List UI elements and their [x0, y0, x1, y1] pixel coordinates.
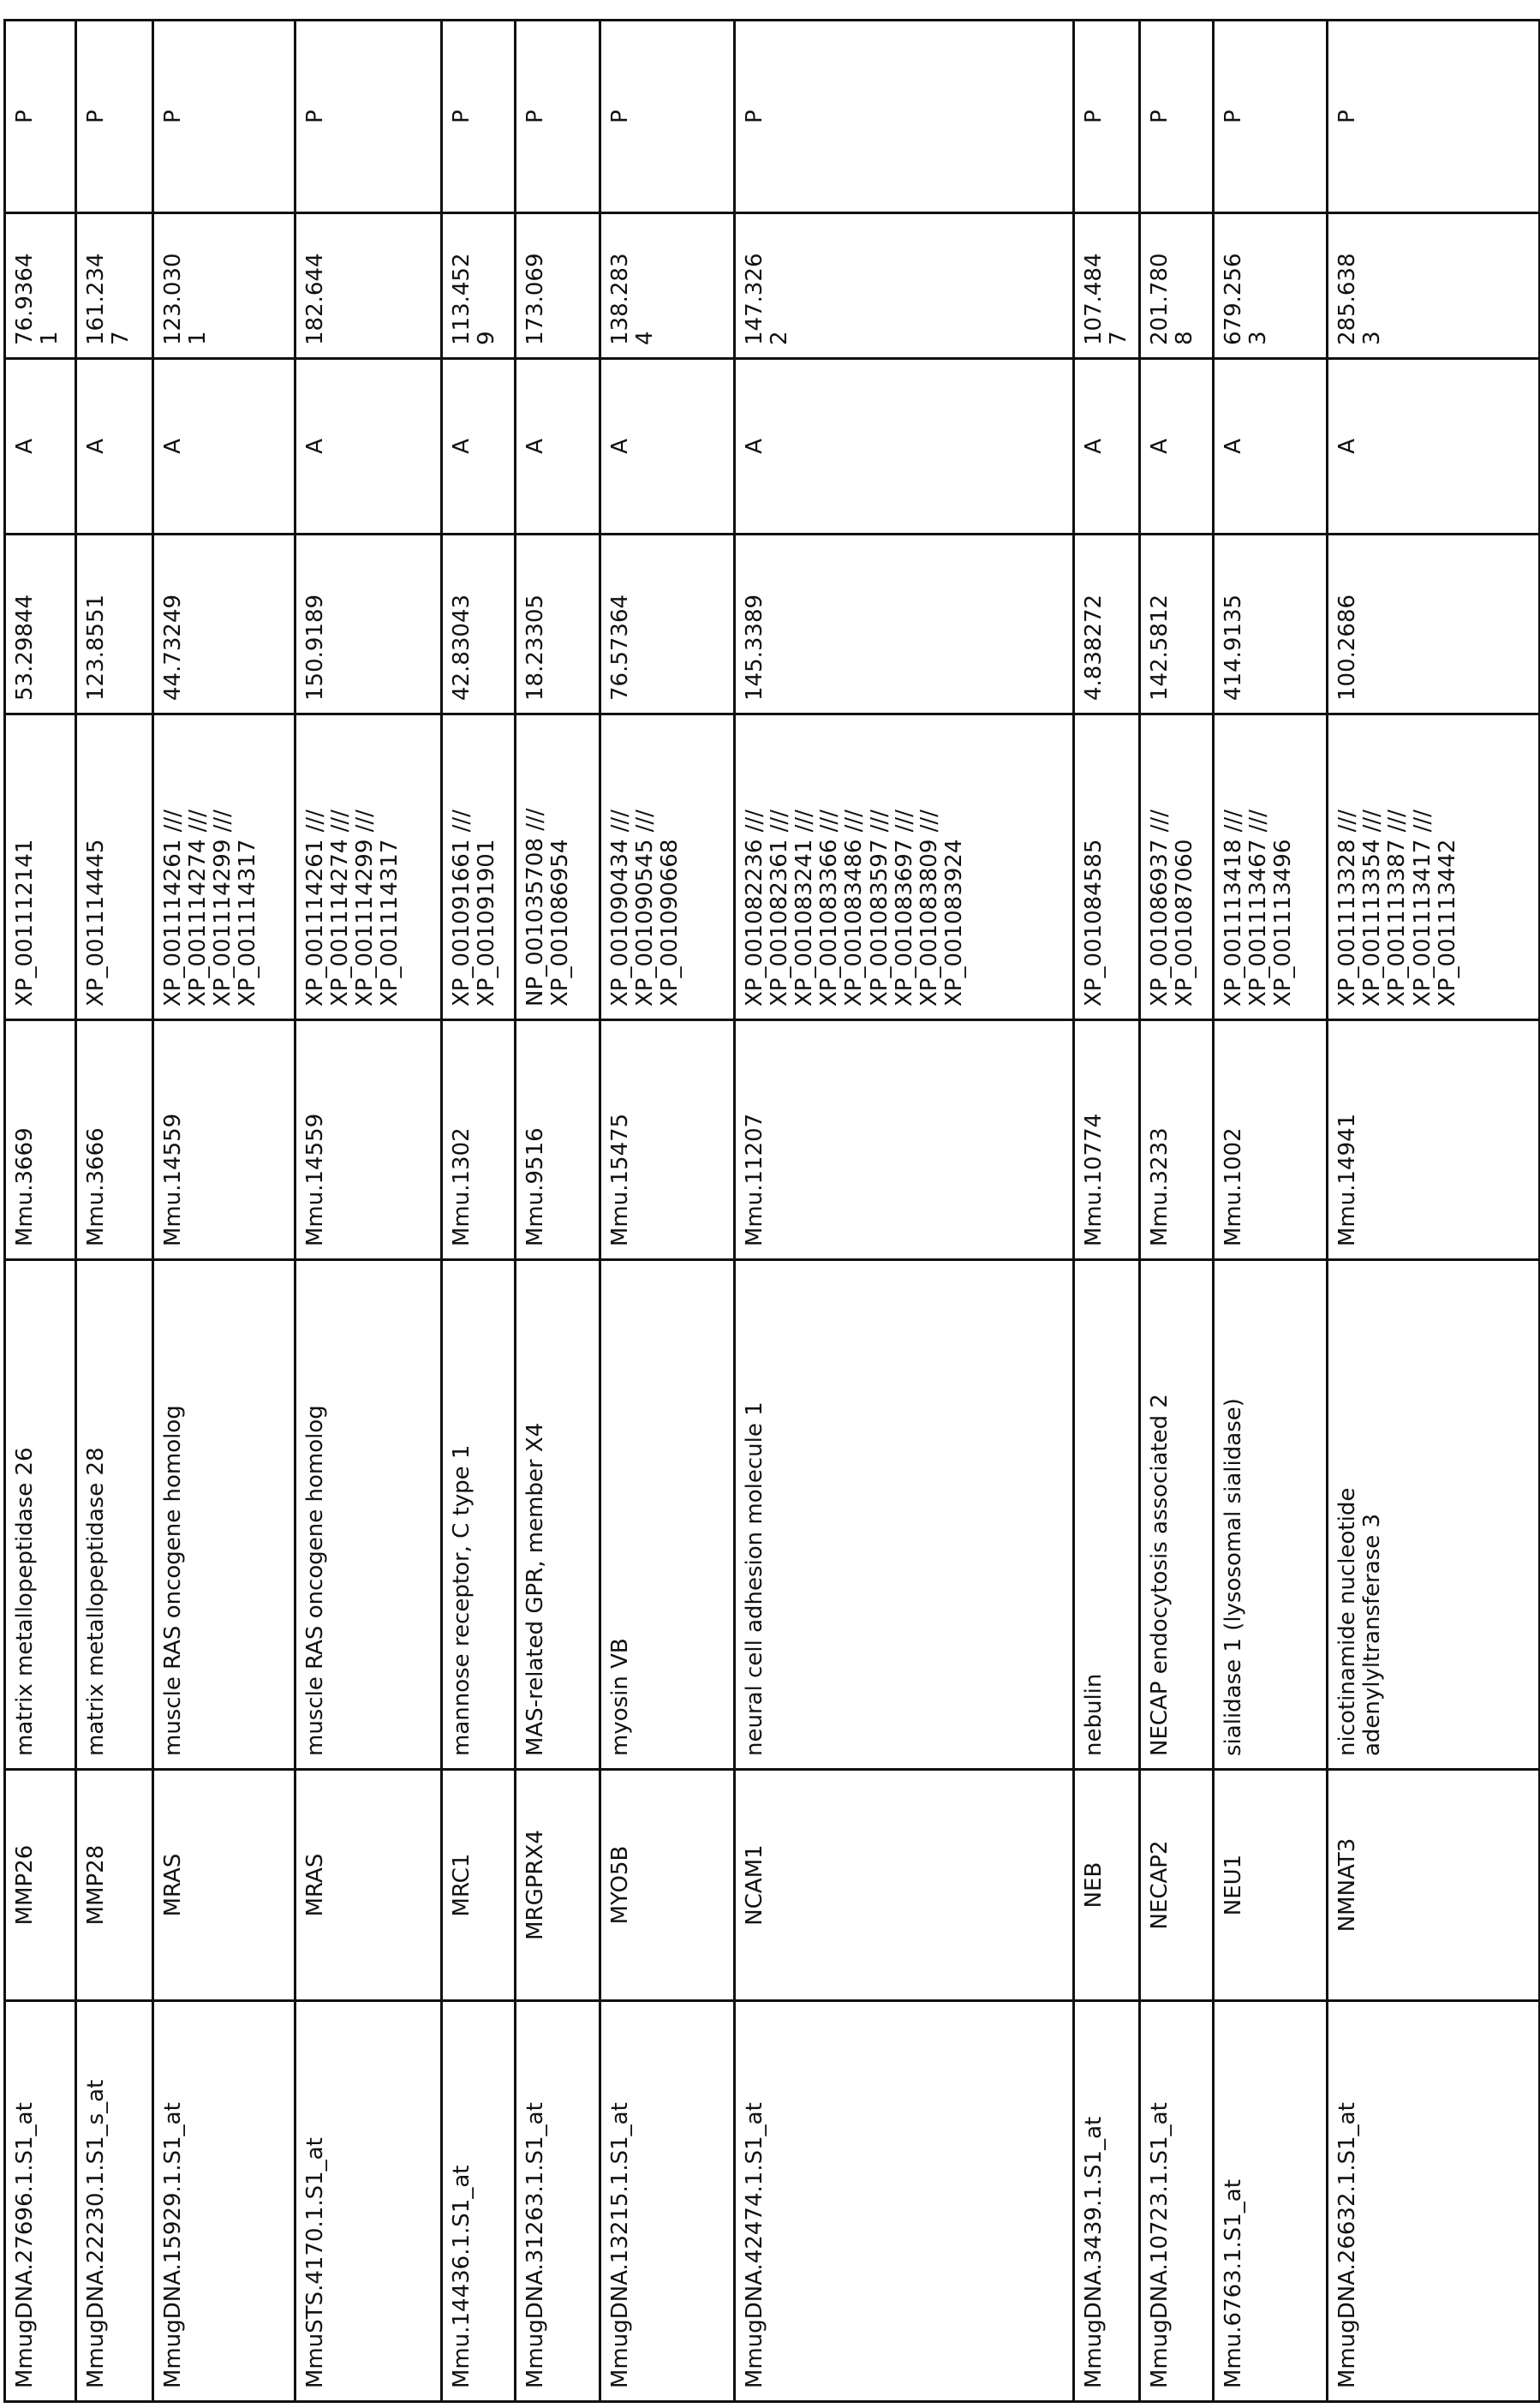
- refseq-cell: [76, 714, 153, 1020]
- gene-symbol-cell: NMNAT3: [1328, 1770, 1540, 2001]
- refseq-id: XP_001113354 ///: [1360, 727, 1385, 1007]
- gene-name-cell: matrix metallopeptidase 28: [76, 1260, 153, 1770]
- value1-cell: 123.8551: [76, 535, 153, 714]
- value1-cell: 150.9189: [295, 535, 442, 714]
- refseq-id: XP_001114445: [84, 727, 109, 1007]
- refseq-id: XP_001114274 ///: [186, 727, 211, 1007]
- gene-name-cell: sialidase 1 (lysosomal sialidase): [1214, 1260, 1328, 1770]
- refseq-cell: [442, 714, 516, 1020]
- value2-cell: 107.4847: [1074, 213, 1140, 359]
- call1-cell: A: [600, 359, 735, 535]
- gene-name-cell: mannose receptor, C type 1: [442, 1260, 516, 1770]
- table-row: [516, 21, 600, 2402]
- call2-cell: P: [735, 21, 1074, 213]
- call2-cell: P: [1214, 21, 1328, 213]
- refseq-id: XP_001083486 ///: [842, 727, 867, 1007]
- refseq-cell: [1328, 714, 1540, 1020]
- probe-id-cell: MmugDNA.26632.1.S1_at: [1328, 2001, 1540, 2402]
- refseq-id: XP_001114299 ///: [211, 727, 236, 1007]
- refseq-id: XP_001114261 ///: [161, 727, 186, 1007]
- gene-symbol-cell: NEU1: [1214, 1770, 1328, 2001]
- gene-symbol-cell: NECAP2: [1140, 1770, 1214, 2001]
- table-row: [600, 21, 735, 2402]
- table-row: [1214, 21, 1328, 2402]
- refseq-cell: [735, 714, 1074, 1020]
- gene-symbol-cell: MRC1: [442, 1770, 516, 2001]
- call1-cell: A: [295, 359, 442, 535]
- refseq-cell: [5, 714, 76, 1020]
- unigene-cell: Mmu.14559: [295, 1020, 442, 1260]
- table-row: [1328, 21, 1540, 2402]
- gene-name-cell: NECAP endocytosis associated 2: [1140, 1260, 1214, 1770]
- refseq-id: XP_001090668: [658, 727, 683, 1007]
- value2-cell: 201.7808: [1140, 213, 1214, 359]
- call2-cell: P: [600, 21, 735, 213]
- gene-name-cell: MAS-related GPR, member X4: [516, 1260, 600, 1770]
- refseq-id: NP_001035708 ///: [523, 727, 548, 1007]
- table-row: [153, 21, 295, 2402]
- refseq-id: XP_001113418 ///: [1221, 727, 1246, 1007]
- unigene-cell: Mmu.3666: [76, 1020, 153, 1260]
- value1-cell: 53.29844: [5, 535, 76, 714]
- refseq-cell: [600, 714, 735, 1020]
- call2-cell: P: [153, 21, 295, 213]
- probe-id-cell: Mmu.14436.1.S1_at: [442, 2001, 516, 2402]
- refseq-id: XP_001091901: [475, 727, 499, 1007]
- call2-cell: P: [442, 21, 516, 213]
- refseq-id: XP_001083366 ///: [817, 727, 842, 1007]
- call2-cell: P: [5, 21, 76, 213]
- refseq-id: XP_001114299 ///: [353, 727, 378, 1007]
- table-row: [1074, 21, 1140, 2402]
- probe-id-cell: MmugDNA.10723.1.S1_at: [1140, 2001, 1214, 2402]
- refseq-cell: [1140, 714, 1214, 1020]
- refseq-id: XP_001113328 ///: [1335, 727, 1360, 1007]
- value2-cell: 123.0301: [153, 213, 295, 359]
- gene-symbol-cell: MRAS: [295, 1770, 442, 2001]
- refseq-id: XP_001084585: [1082, 727, 1107, 1007]
- call2-cell: P: [1328, 21, 1540, 213]
- refseq-id: XP_001114317: [236, 727, 260, 1007]
- value1-cell: 18.23305: [516, 535, 600, 714]
- call1-cell: A: [1140, 359, 1214, 535]
- call2-cell: P: [516, 21, 600, 213]
- call1-cell: A: [1214, 359, 1328, 535]
- gene-symbol-cell: NCAM1: [735, 1770, 1074, 2001]
- call2-cell: P: [1074, 21, 1140, 213]
- refseq-id: XP_001083809 ///: [917, 727, 942, 1007]
- table-row: [442, 21, 516, 2402]
- value2-cell: 76.93641: [5, 213, 76, 359]
- refseq-id: XP_001091661 ///: [450, 727, 475, 1007]
- refseq-id: XP_001083924: [942, 727, 967, 1007]
- refseq-cell: [1074, 714, 1140, 1020]
- probe-id-cell: MmugDNA.27696.1.S1_at: [5, 2001, 76, 2402]
- refseq-id: XP_001113467 ///: [1246, 727, 1271, 1007]
- gene-symbol-cell: MMP26: [5, 1770, 76, 2001]
- value1-cell: 145.3389: [735, 535, 1074, 714]
- refseq-id: XP_001083241 ///: [792, 727, 817, 1007]
- refseq-id: XP_001113442: [1436, 727, 1460, 1007]
- refseq-id: XP_001082361 ///: [767, 727, 792, 1007]
- table-row: [5, 21, 76, 2402]
- call1-cell: A: [153, 359, 295, 535]
- unigene-cell: Mmu.14559: [153, 1020, 295, 1260]
- refseq-id: XP_001083697 ///: [892, 727, 917, 1007]
- gene-name-cell: muscle RAS oncogene homolog: [153, 1260, 295, 1770]
- call1-cell: A: [76, 359, 153, 535]
- unigene-cell: Mmu.3669: [5, 1020, 76, 1260]
- unigene-cell: Mmu.14941: [1328, 1020, 1540, 1260]
- probe-id-cell: MmugDNA.42474.1.S1_at: [735, 2001, 1074, 2402]
- value1-cell: 100.2686: [1328, 535, 1540, 714]
- gene-symbol-cell: MRAS: [153, 1770, 295, 2001]
- value1-cell: 44.73249: [153, 535, 295, 714]
- unigene-cell: Mmu.11207: [735, 1020, 1074, 1260]
- unigene-cell: Mmu.10774: [1074, 1020, 1140, 1260]
- value2-cell: 161.2347: [76, 213, 153, 359]
- call1-cell: A: [735, 359, 1074, 535]
- value1-cell: 414.9135: [1214, 535, 1328, 714]
- refseq-cell: [516, 714, 600, 1020]
- call2-cell: P: [76, 21, 153, 213]
- unigene-cell: Mmu.15475: [600, 1020, 735, 1260]
- call1-cell: A: [442, 359, 516, 535]
- call2-cell: P: [1140, 21, 1214, 213]
- call1-cell: A: [1074, 359, 1140, 535]
- refseq-cell: [1214, 714, 1328, 1020]
- value2-cell: 147.3262: [735, 213, 1074, 359]
- value1-cell: 4.838272: [1074, 535, 1140, 714]
- gene-name-cell: nicotinamide nucleotide adenylyltransferase 3: [1328, 1260, 1540, 1770]
- table-row: [295, 21, 442, 2402]
- gene-expression-table: [3, 19, 1540, 2403]
- value2-cell: 138.2834: [600, 213, 735, 359]
- unigene-cell: Mmu.9516: [516, 1020, 600, 1260]
- refseq-id: XP_001082236 ///: [743, 727, 767, 1007]
- gene-symbol-cell: MRGPRX4: [516, 1770, 600, 2001]
- probe-id-cell: MmugDNA.31263.1.S1_at: [516, 2001, 600, 2402]
- gene-name-cell: nebulin: [1074, 1260, 1140, 1770]
- refseq-id: XP_001086937 ///: [1148, 727, 1173, 1007]
- refseq-id: XP_001113387 ///: [1385, 727, 1410, 1007]
- probe-id-cell: MmugDNA.13215.1.S1_at: [600, 2001, 735, 2402]
- call1-cell: A: [5, 359, 76, 535]
- unigene-cell: Mmu.3233: [1140, 1020, 1214, 1260]
- call1-cell: A: [516, 359, 600, 535]
- value1-cell: 76.57364: [600, 535, 735, 714]
- unigene-cell: Mmu.1002: [1214, 1020, 1328, 1260]
- probe-id-cell: MmugDNA.22230.1.S1_s_at: [76, 2001, 153, 2402]
- gene-name-cell: myosin VB: [600, 1260, 735, 1770]
- refseq-id: XP_001090434 ///: [608, 727, 633, 1007]
- call2-cell: P: [295, 21, 442, 213]
- refseq-id: XP_001114261 ///: [303, 727, 328, 1007]
- value2-cell: 182.644: [295, 213, 442, 359]
- gene-name-cell: neural cell adhesion molecule 1: [735, 1260, 1074, 1770]
- value2-cell: 173.069: [516, 213, 600, 359]
- value2-cell: 113.4529: [442, 213, 516, 359]
- value2-cell: 679.2563: [1214, 213, 1328, 359]
- refseq-cell: [295, 714, 442, 1020]
- refseq-cell: [153, 714, 295, 1020]
- refseq-id: XP_001113496: [1271, 727, 1296, 1007]
- table-row: [1140, 21, 1214, 2402]
- refseq-id: XP_001114317: [378, 727, 403, 1007]
- refseq-id: XP_001113417 ///: [1411, 727, 1436, 1007]
- rotated-page: [0, 0, 1540, 2408]
- gene-name-cell: muscle RAS oncogene homolog: [295, 1260, 442, 1770]
- probe-id-cell: MmugDNA.3439.1.S1_at: [1074, 2001, 1140, 2402]
- refseq-id: XP_001086954: [548, 727, 573, 1007]
- refseq-id: XP_001083597 ///: [868, 727, 892, 1007]
- refseq-id: XP_001087060: [1173, 727, 1197, 1007]
- gene-symbol-cell: NEB: [1074, 1770, 1140, 2001]
- gene-symbol-cell: MMP28: [76, 1770, 153, 2001]
- refseq-id: XP_001114274 ///: [328, 727, 353, 1007]
- refseq-id: XP_001112141: [13, 727, 38, 1007]
- unigene-cell: Mmu.1302: [442, 1020, 516, 1260]
- probe-id-cell: MmuSTS.4170.1.S1_at: [295, 2001, 442, 2402]
- gene-symbol-cell: MYO5B: [600, 1770, 735, 2001]
- refseq-id: XP_001090545 ///: [633, 727, 658, 1007]
- table-row: [76, 21, 153, 2402]
- value1-cell: 142.5812: [1140, 535, 1214, 714]
- value1-cell: 42.83043: [442, 535, 516, 714]
- value2-cell: 285.6383: [1328, 213, 1540, 359]
- table-row: [735, 21, 1074, 2402]
- call1-cell: A: [1328, 359, 1540, 535]
- gene-name-cell: matrix metallopeptidase 26: [5, 1260, 76, 1770]
- probe-id-cell: Mmu.6763.1.S1_at: [1214, 2001, 1328, 2402]
- probe-id-cell: MmugDNA.15929.1.S1_at: [153, 2001, 295, 2402]
